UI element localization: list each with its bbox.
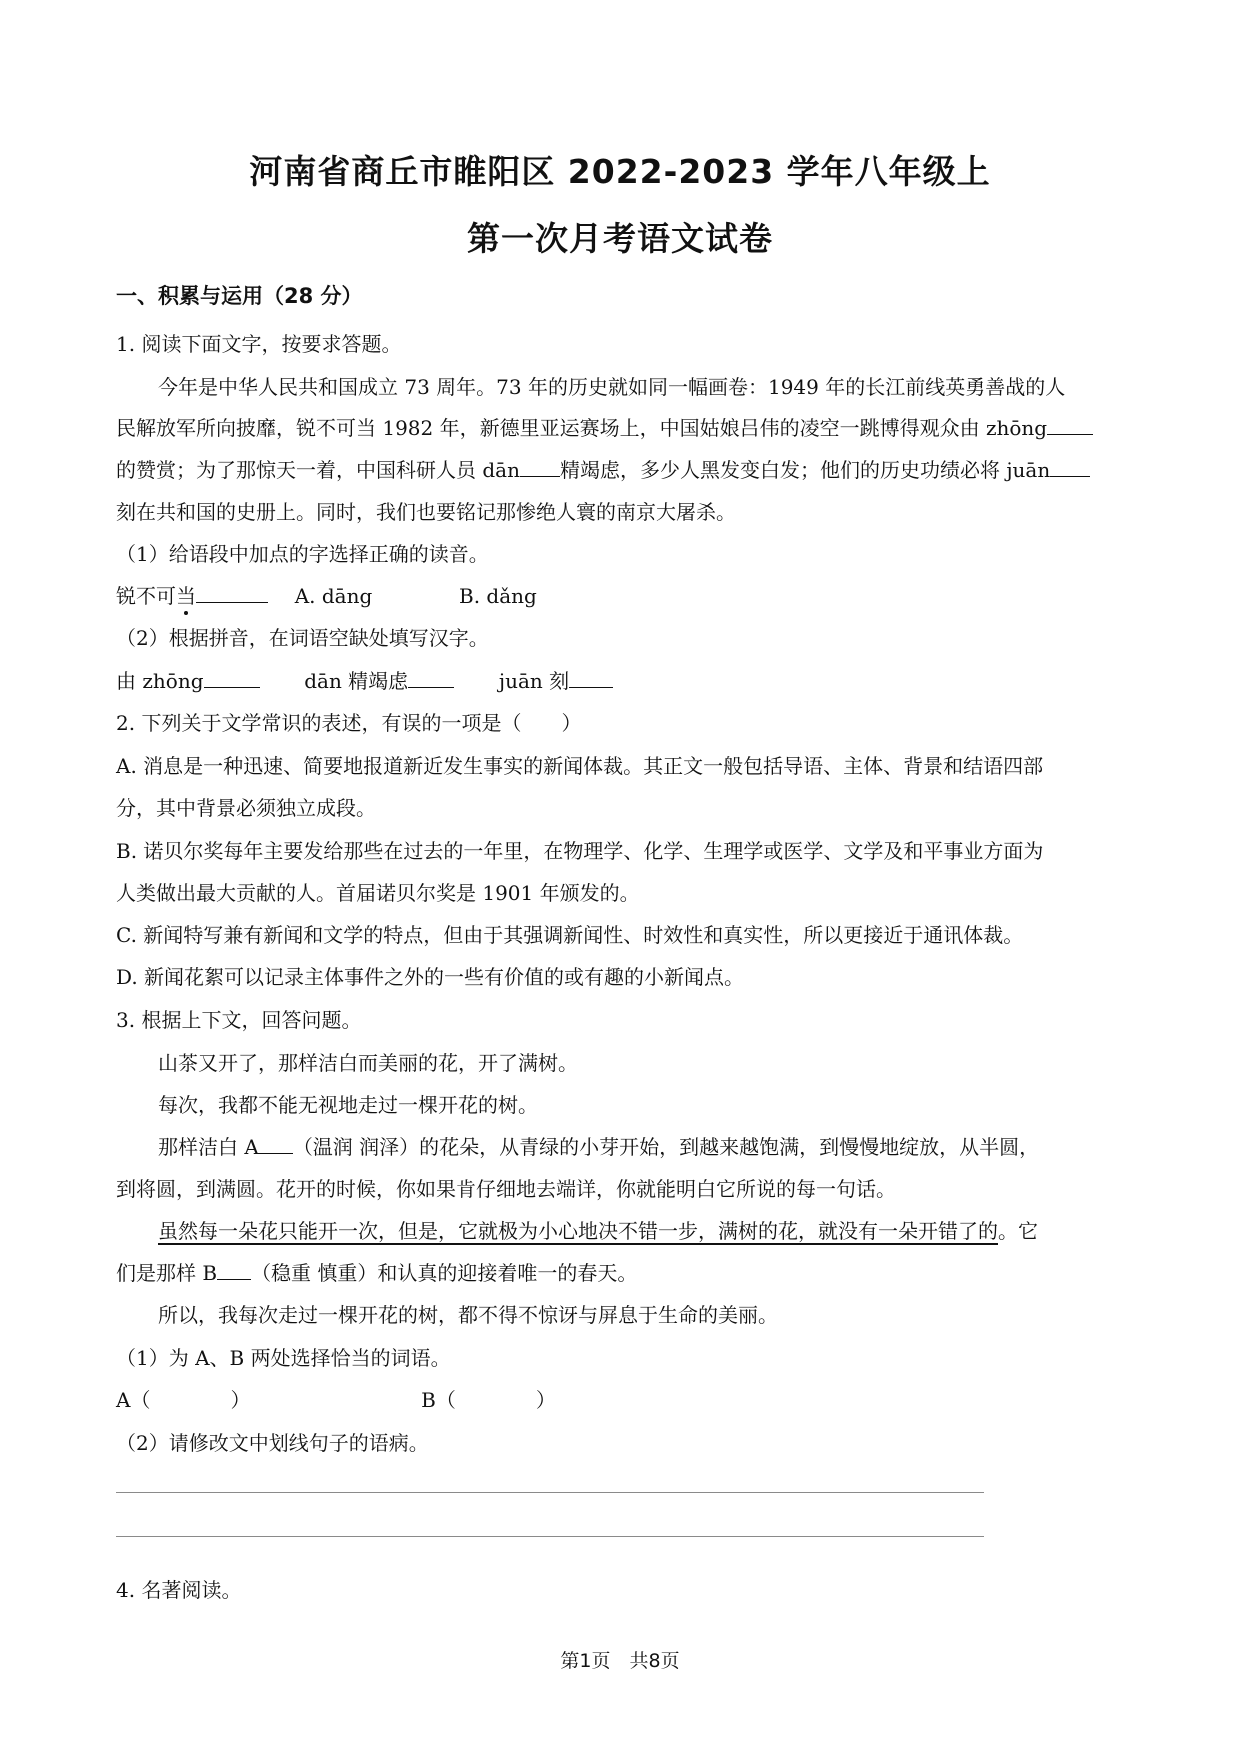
blank-pronunciation[interactable] [196,584,268,603]
q1-sub2-items [116,668,1128,694]
q1-sub1: （1）给语段中加点的字选择正确的读音。 [116,542,489,566]
q3-passage-p3-line-1 [158,1134,1170,1160]
q1-sub2-item-1: 由 zhōng [116,669,204,693]
exam-title-line-1: 河南省商丘市睢阳区 2022-2023 学年八年级上 [249,152,991,191]
q2-option-d[interactable]: D. 新闻花絮可以记录主体事件之外的一些有价值的或有趣的小新闻点。 [116,965,745,989]
q3-passage-p5: 所以，我每次走过一棵开花的树，都不得不惊讶与屏息于生命的美丽。 [158,1303,778,1327]
option-b[interactable]: B. dǎng [459,584,537,608]
q1-sub2: （2）根据拼音，在词语空缺处填写汉字。 [116,626,489,650]
q3-passage-p4-line-1 [158,1218,1170,1244]
q1-passage-line-2 [116,415,1128,441]
q3-stem: 3. 根据上下文，回答问题。 [116,1008,362,1032]
blank-juan[interactable] [1050,458,1090,477]
q1-passage-text-2: 民解放军所向披靡，锐不可当 1982 年，新德里亚运赛场上，中国姑娘吕伟的凌空一跳博得观众由 zhōng [116,416,1048,440]
answer-a[interactable]: A（ ） [116,1388,251,1412]
q3-p4-text-b: （稳重 慎重）和认真的迎接着唯一的春天。 [251,1261,638,1285]
dotted-character: 当 [176,584,196,608]
q1-passage-line-1: 今年是中华人民共和国成立 73 周年。73 年的历史就如同一幅画卷：1949 年的长江前线英勇善战的人 [158,375,1066,399]
q3-p3-text-b: （温润 润泽）的花朵，从青绿的小芽开始，到越来越饱满，到慢慢地绽放，从半圆， [292,1135,1040,1159]
blank-b[interactable] [217,1261,251,1280]
q2-option-b-line-1[interactable]: B. 诺贝尔奖每年主要发给那些在过去的一年里，在物理学、化学、生理学或医学、文学及和平事业方面为 [116,839,1044,863]
q1-stem: 1. 阅读下面文字，按要求答题。 [116,332,402,356]
q2-option-a-line-1[interactable]: A. 消息是一种迅速、简要地报道新近发生事实的新闻体裁。其正文一般包括导语、主体、背景和结语四部 [116,754,1044,778]
exam-title-line-2: 第一次月考语文试卷 [467,219,773,258]
answer-line-1[interactable] [116,1492,984,1493]
section-heading: 一、积累与运用（28 分） [116,284,363,308]
option-a[interactable]: A. dāng [294,584,373,608]
q2-stem: 2. 下列关于文学常识的表述，有误的一项是（ ） [116,711,582,735]
page-number: 第1页 共8页 [560,1650,680,1672]
blank-item-2[interactable] [408,669,454,688]
blank-a[interactable] [259,1135,293,1154]
q1-passage-line-3 [116,457,1128,483]
answer-line-2[interactable] [116,1536,984,1537]
q3-p4-tail: 。它 [998,1219,1038,1243]
q3-passage-p1: 山茶又开了，那样洁白而美丽的花，开了满树。 [158,1051,578,1075]
q3-passage-p2: 每次，我都不能无视地走过一棵开花的树。 [158,1093,538,1117]
q1-sub2-item-2: dān 精竭虑 [304,669,409,693]
q2-option-c[interactable]: C. 新闻特写兼有新闻和文学的特点，但由于其强调新闻性、时效性和真实性，所以更接近于通讯体裁。 [116,923,1024,947]
answer-b[interactable]: B（ ） [421,1388,556,1412]
q3-sub1-answers [116,1387,1128,1413]
q1-sub1-options [116,583,1128,609]
blank-item-1[interactable] [204,669,260,688]
underlined-sentence: 虽然每一朵花只能开一次，但是，它就极为小心地决不错一步，满树的花，就没有一朵开错了的 [158,1219,998,1243]
q1-sub2-item-3: juān 刻 [498,669,570,693]
q3-passage-p4-line-2 [116,1260,1128,1286]
q1-passage-text-3a: 的赞赏；为了那惊天一着，中国科研人员 dān [116,458,520,482]
q2-option-a-line-2: 分，其中背景必须独立成段。 [116,796,376,820]
q3-sub1: （1）为 A、B 两处选择恰当的词语。 [116,1346,451,1370]
q1-sub1-word: 锐不可 [116,584,176,608]
q3-p4-text-a: 们是那样 B [116,1261,218,1285]
q4-stem: 4. 名著阅读。 [116,1578,242,1602]
q3-sub2: （2）请修改文中划线句子的语病。 [116,1431,429,1455]
blank-zhong[interactable] [1047,416,1093,435]
q3-passage-p3-line-2: 到将圆，到满圆。花开的时候，你如果肯仔细地去端详，你就能明白它所说的每一句话。 [116,1177,896,1201]
q1-passage-line-4: 刻在共和国的史册上。同时，我们也要铭记那惨绝人寰的南京大屠杀。 [116,500,736,524]
blank-dan[interactable] [520,458,560,477]
q1-passage-text-3b: 精竭虑，多少人黑发变白发；他们的历史功绩必将 juān [559,458,1051,482]
blank-item-3[interactable] [569,669,613,688]
q2-option-b-line-2: 人类做出最大贡献的人。首届诺贝尔奖是 1901 年颁发的。 [116,881,640,905]
q3-p3-text-a: 那样洁白 A [158,1135,259,1159]
